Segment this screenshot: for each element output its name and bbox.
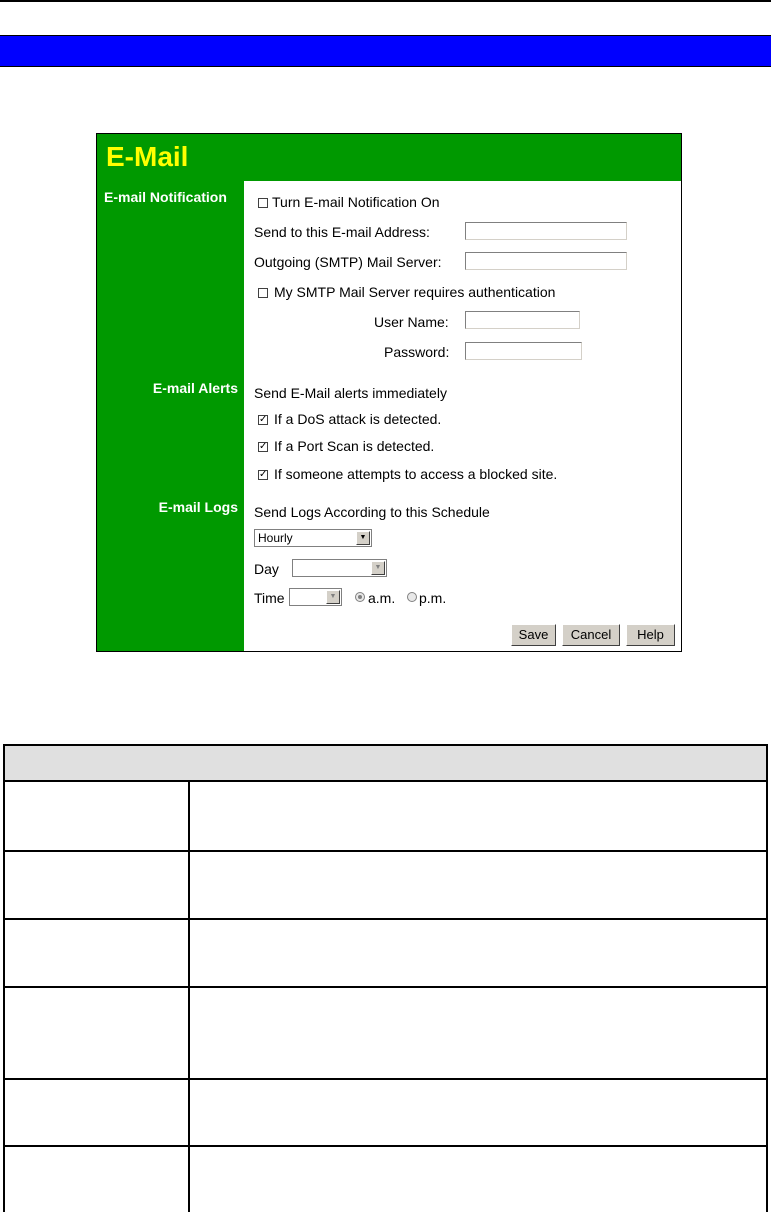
blocked-site-alert-checkbox[interactable]: ✓ (259, 469, 268, 480)
screen-title: E-Mail (106, 141, 189, 172)
am-label: a.m. (368, 590, 396, 606)
top-rule (0, 0, 771, 2)
logs-heading: Send Logs According to this Schedule (254, 504, 490, 520)
dos-alert-label: If a DoS attack is detected. (274, 411, 442, 427)
pm-label: p.m. (419, 590, 447, 606)
table-row (5, 852, 766, 920)
username-input[interactable] (465, 311, 580, 329)
time-select[interactable] (289, 588, 342, 606)
chevron-down-icon: ▼ (356, 531, 370, 545)
day-select[interactable] (292, 559, 387, 577)
username-label: User Name: (374, 314, 449, 330)
chevron-down-icon: ▼ (326, 590, 340, 604)
save-button[interactable]: Save (511, 624, 556, 646)
smtp-server-input[interactable] (465, 252, 627, 270)
table-row (5, 988, 766, 1080)
time-label: Time (254, 590, 285, 606)
password-input[interactable] (465, 342, 582, 360)
table-header (5, 746, 766, 782)
send-to-email-input[interactable] (465, 222, 627, 240)
screen-header (97, 134, 681, 181)
section-banner (0, 35, 771, 67)
settings-description-table (3, 744, 768, 1212)
cancel-button[interactable]: Cancel (562, 624, 620, 646)
table-row (5, 1147, 766, 1214)
section-label-alerts: E-mail Alerts (152, 380, 238, 396)
pm-radio[interactable] (407, 592, 417, 602)
dos-alert-checkbox[interactable]: ✓ (259, 414, 268, 425)
send-to-label: Send to this E-mail Address: (254, 224, 430, 240)
help-button[interactable]: Help (626, 624, 675, 646)
am-radio[interactable] (355, 592, 365, 602)
table-row (5, 920, 766, 988)
portscan-alert-label: If a Port Scan is detected. (274, 438, 435, 454)
smtp-server-label: Outgoing (SMTP) Mail Server: (254, 254, 442, 270)
smtp-auth-checkbox[interactable] (258, 288, 268, 298)
portscan-alert-checkbox[interactable]: ✓ (259, 441, 268, 452)
table-column-divider (188, 782, 190, 1212)
chevron-down-icon: ▼ (371, 561, 385, 575)
section-label-notification: E-mail Notification (104, 189, 227, 205)
password-label: Password: (384, 344, 450, 360)
notification-on-checkbox[interactable] (258, 198, 268, 208)
settings-content (244, 181, 681, 651)
blocked-site-alert-label: If someone attempts to access a blocked site. (274, 466, 558, 482)
notification-on-label: Turn E-mail Notification On (272, 194, 440, 210)
schedule-select[interactable] (254, 529, 372, 547)
day-label: Day (254, 561, 279, 577)
section-column (97, 181, 244, 651)
smtp-auth-label: My SMTP Mail Server requires authentication (274, 284, 556, 300)
table-row (5, 1080, 766, 1147)
email-settings-screen (96, 133, 682, 652)
table-row (5, 782, 766, 852)
section-label-logs: E-mail Logs (158, 499, 238, 515)
schedule-select-value: Hourly (258, 531, 293, 545)
alerts-heading: Send E-Mail alerts immediately (254, 385, 447, 401)
